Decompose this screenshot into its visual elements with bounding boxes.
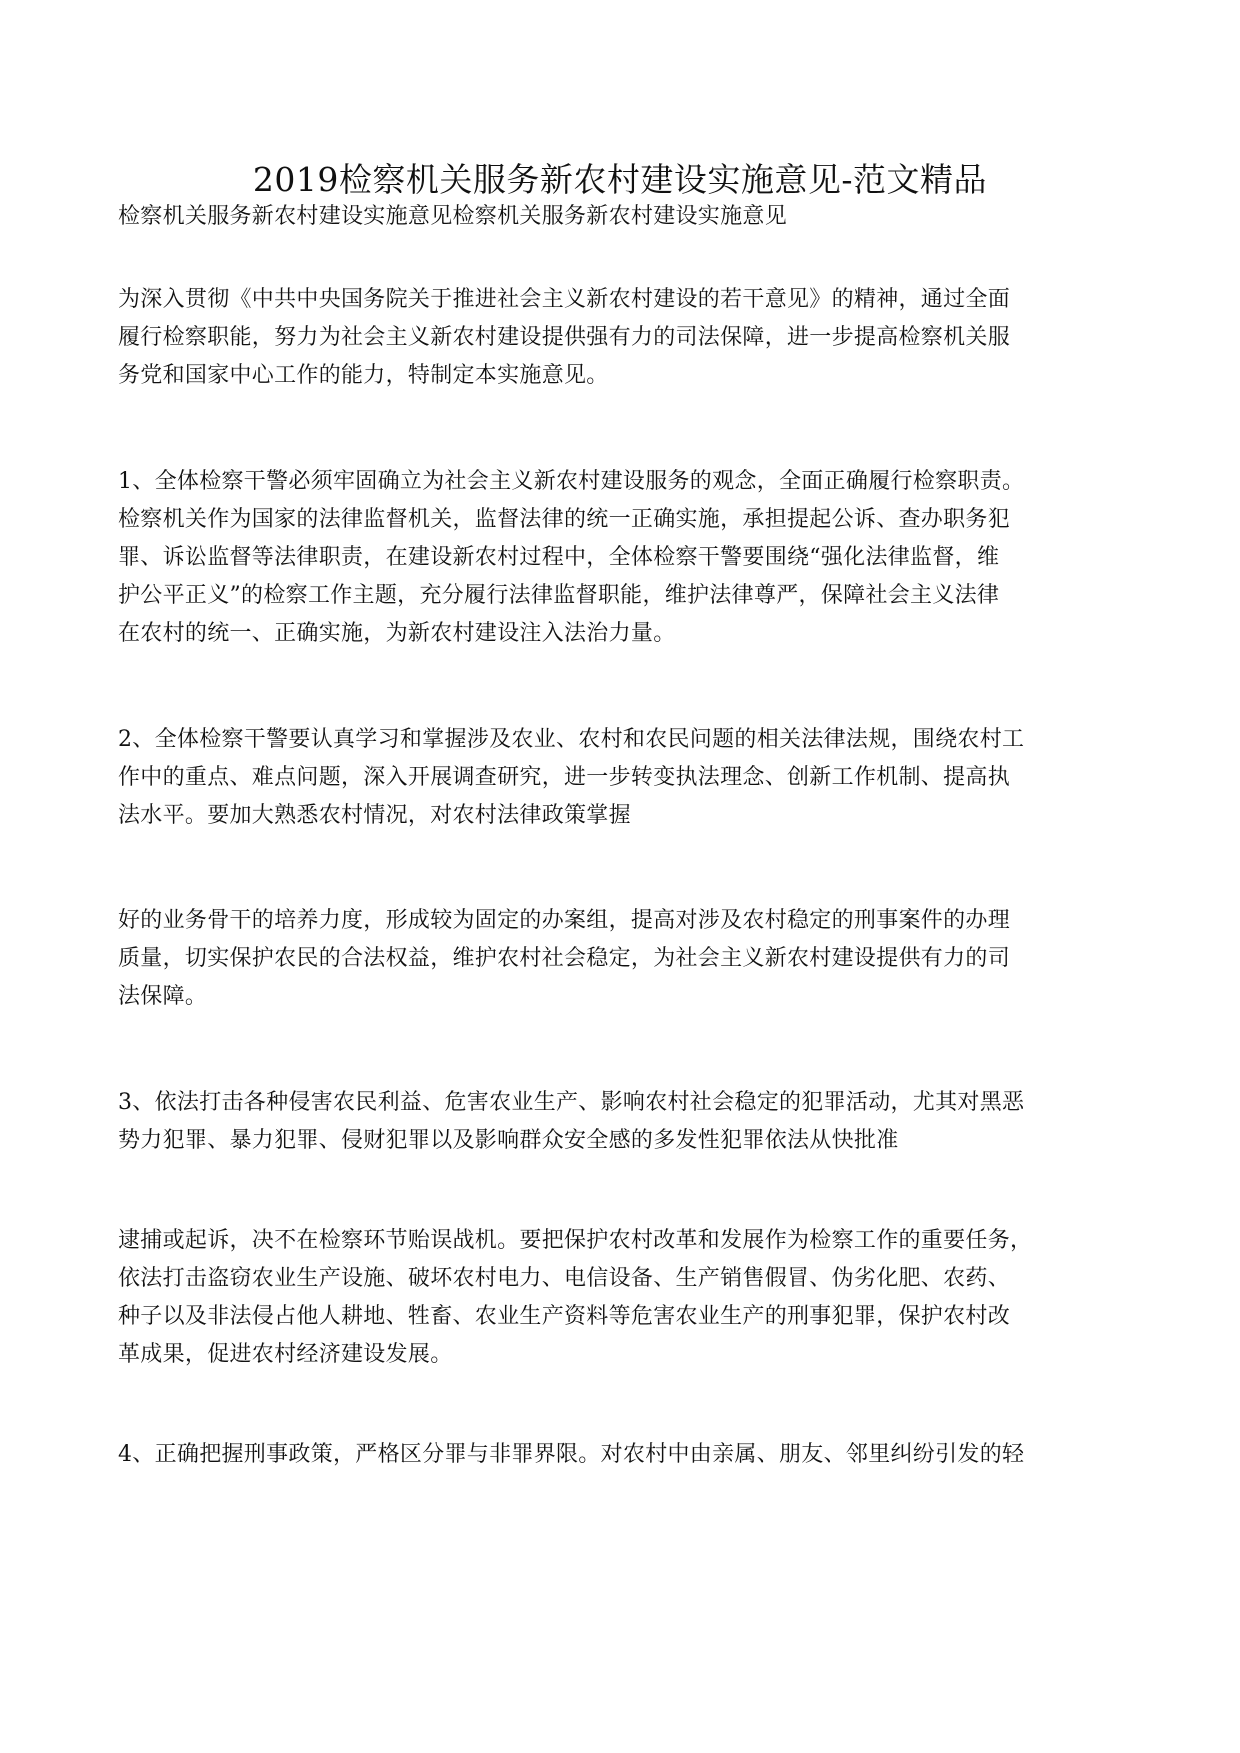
paragraph-line: 势力犯罪、暴力犯罪、侵财犯罪以及影响群众安全感的多发性犯罪依法从快批准 [118,1128,899,1153]
paragraph-line: 依法打击盗窃农业生产设施、破坏农村电力、电信设备、生产销售假冒、伪劣化肥、农药、 [118,1266,1011,1291]
section-1-paragraph [118,463,1124,653]
document-title: 2019检察机关服务新农村建设实施意见-范文精品 [252,160,988,199]
paragraph-line: 质量，切实保护农民的合法权益，维护农村社会稳定，为社会主义新农村建设提供有力的司 [118,946,1011,971]
paragraph-line: 检察机关服务新农村建设实施意见检察机关服务新农村建设实施意见 [118,204,788,229]
paragraph-line: 好的业务骨干的培养力度，形成较为固定的办案组，提高对涉及农村稳定的刑事案件的办理 [118,908,1011,933]
paragraph-line: 务党和国家中心工作的能力，特制定本实施意见。 [118,363,609,388]
paragraph-line: 为深入贯彻《中共中央国务院关于推进社会主义新农村建设的若干意见》的精神，通过全面 [118,287,1011,312]
paragraph-line: 在农村的统一、正确实施，为新农村建设注入法治力量。 [118,621,676,646]
paragraph-line: 作中的重点、难点问题，深入开展调查研究，进一步转变执法理念、创新工作机制、提高执 [118,765,1011,790]
paragraph-line: 检察机关作为国家的法律监督机关，监督法律的统一正确实施，承担提起公诉、查办职务犯 [118,507,1011,532]
subtitle-paragraph [118,198,1124,236]
paragraph-line: 3、依法打击各种侵害农民利益、危害农业生产、影响农村社会稳定的犯罪活动，尤其对黑恶 [118,1090,1025,1115]
paragraph-line: 种子以及非法侵占他人耕地、牲畜、农业生产资料等危害农业生产的刑事犯罪，保护农村改 [118,1304,1011,1329]
paragraph-line: 法水平。要加大熟悉农村情况，对农村法律政策掌握 [118,803,631,828]
paragraph-line: 1、全体检察干警必须牢固确立为社会主义新农村建设服务的观念，全面正确履行检察职责。 [118,469,1025,494]
section-3-continued-paragraph [118,1222,1124,1374]
paragraph-line: 逮捕或起诉，决不在检察环节贻误战机。要把保护农村改革和发展作为检察工作的重要任务， [118,1228,1033,1253]
paragraph-line: 履行检察职能，努力为社会主义新农村建设提供强有力的司法保障，进一步提高检察机关服 [118,325,1011,350]
paragraph-line: 法保障。 [118,984,208,1009]
intro-paragraph [118,281,1124,395]
section-2-continued-paragraph [118,902,1124,1016]
section-2-paragraph [118,721,1124,835]
paragraph-line: 4、正确把握刑事政策，严格区分罪与非罪界限。对农村中由亲属、朋友、邻里纠纷引发的轻 [118,1442,1025,1467]
section-4-paragraph [118,1436,1124,1474]
section-3-paragraph [118,1084,1124,1160]
paragraph-line: 罪、诉讼监督等法律职责，在建设新农村过程中，全体检察干警要围绕“强化法律监督，维 [118,545,1000,570]
paragraph-line: 护公平正义”的检察工作主题，充分履行法律监督职能，维护法律尊严，保障社会主义法律 [118,583,1000,608]
paragraph-line: 革成果，促进农村经济建设发展。 [118,1342,453,1367]
paragraph-line: 2、全体检察干警要认真学习和掌握涉及农业、农村和农民问题的相关法律法规，围绕农村工 [118,727,1025,752]
